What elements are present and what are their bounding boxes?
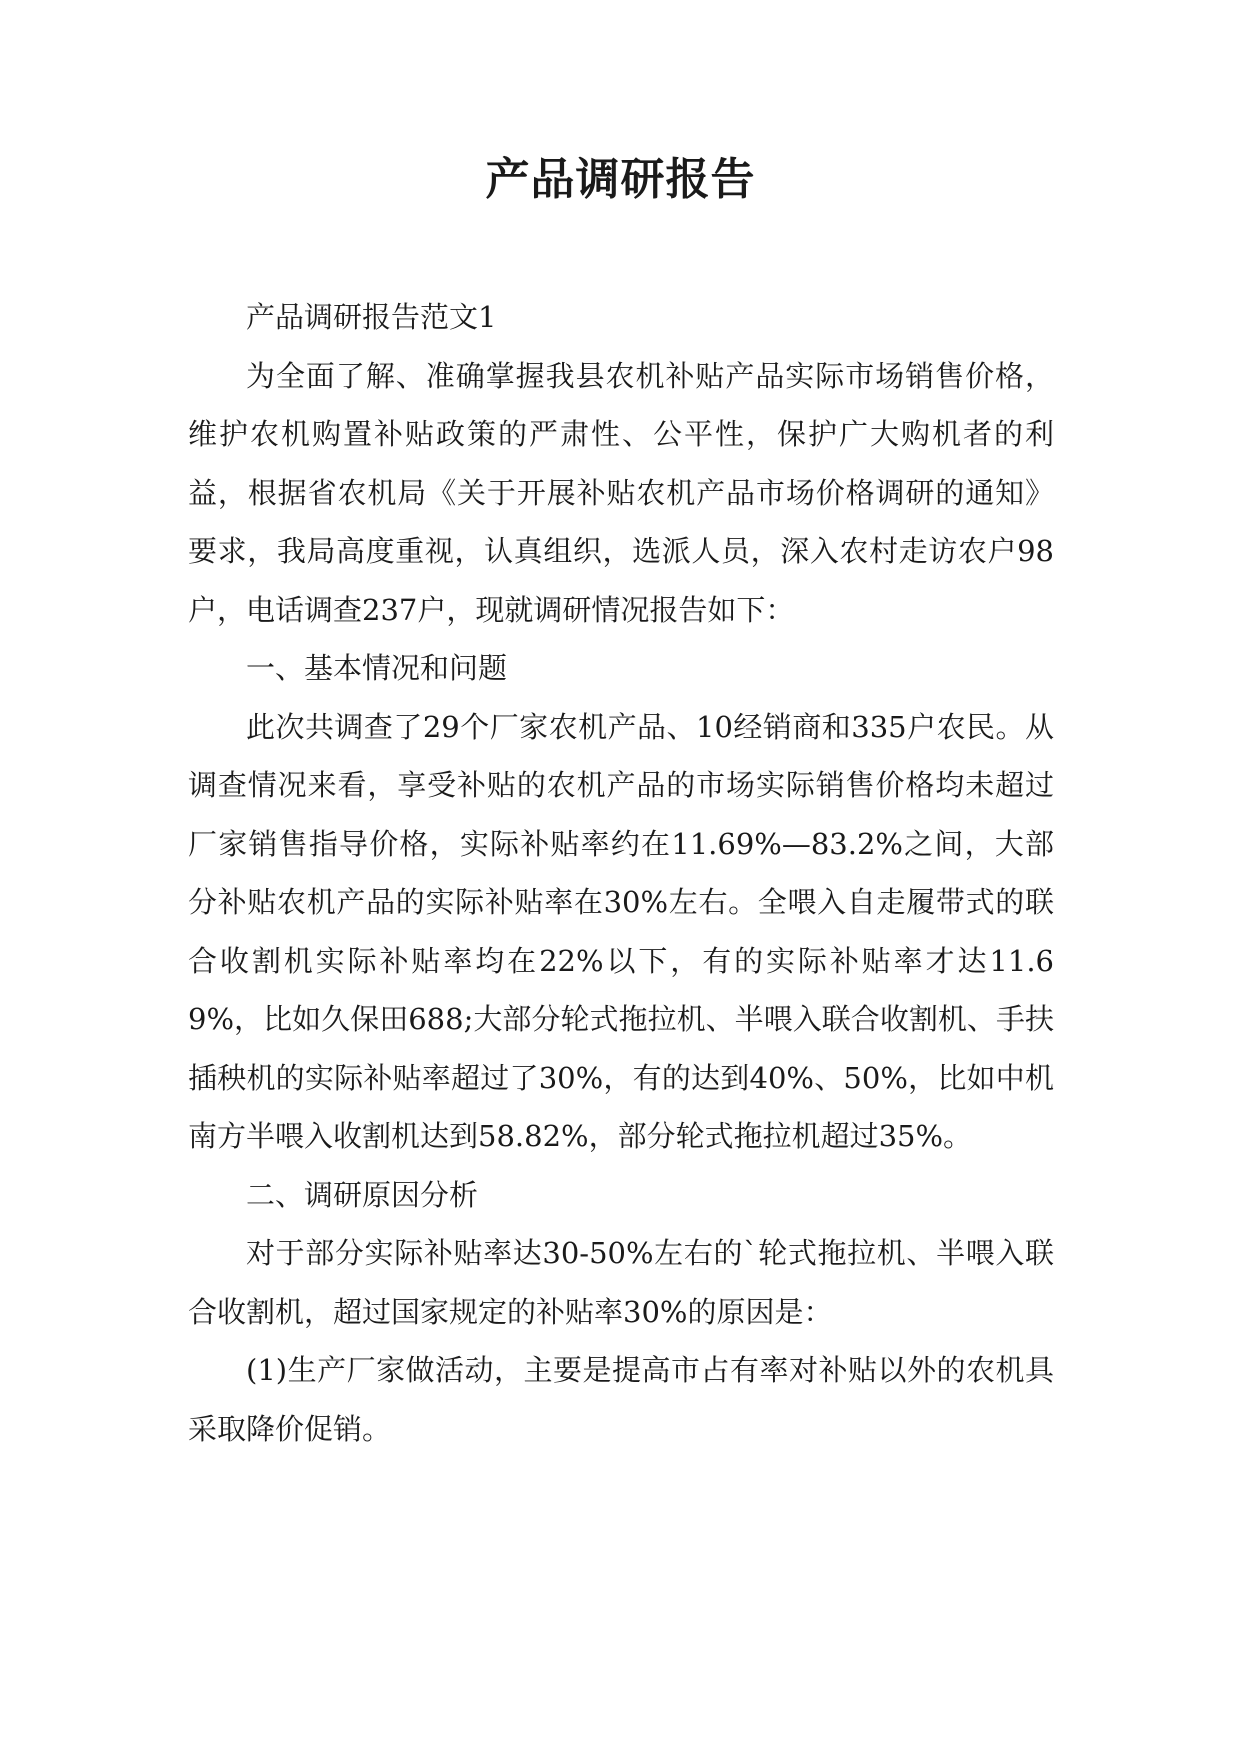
document-title: 产品调研报告 [485,154,756,205]
section-heading-analysis: 二、调研原因分析 [246,1177,479,1212]
section-heading-basic: 一、基本情况和问题 [246,651,508,685]
paragraph-reason-1: (1)生产厂家做活动，主要是提高市占有率对补贴以外的农机具采取降价促销。 [188,1353,1054,1446]
paragraph-basic-situation: 此次共调查了29个厂家农机产品、10经销商和335户农民。从调查情况来看，享受补贴的农机产品的市场实际销售价格均未超过厂家销售指导价格，实际补贴率约在11.69%—83.2%之间，大部分补贴农机产品的实际补贴率在30%左右。全喂入自走履带式的联合收割机实际补贴率均在22%以下，有的实际补贴率才达11.69%，比如久保田688;大部分轮式拖拉机、半喂入联合收割机、手扶插秧机的实际补贴率超过了30%，有的达到40%、50%，比如中机南方半喂入收割机达到58.82%，部分轮式拖拉机超过35%。 [188,709,1054,1153]
paragraph-analysis: 对于部分实际补贴率达30-50%左右的`轮式拖拉机、半喂入联合收割机，超过国家规定的补贴率30%的原因是： [188,1236,1054,1329]
paragraph-subtitle: 产品调研报告范文1 [246,300,497,334]
paragraph-intro: 为全面了解、准确掌握我县农机补贴产品实际市场销售价格，维护农机购置补贴政策的严肃性、公平性，保护广大购机者的利益，根据省农机局《关于开展补贴农机产品市场价格调研的通知》要求，我局高度重视，认真组织，选派人员，深入农村走访农户98户，电话调查237户，现就调研情况报告如下： [188,358,1054,627]
document-body [188,288,1054,1458]
